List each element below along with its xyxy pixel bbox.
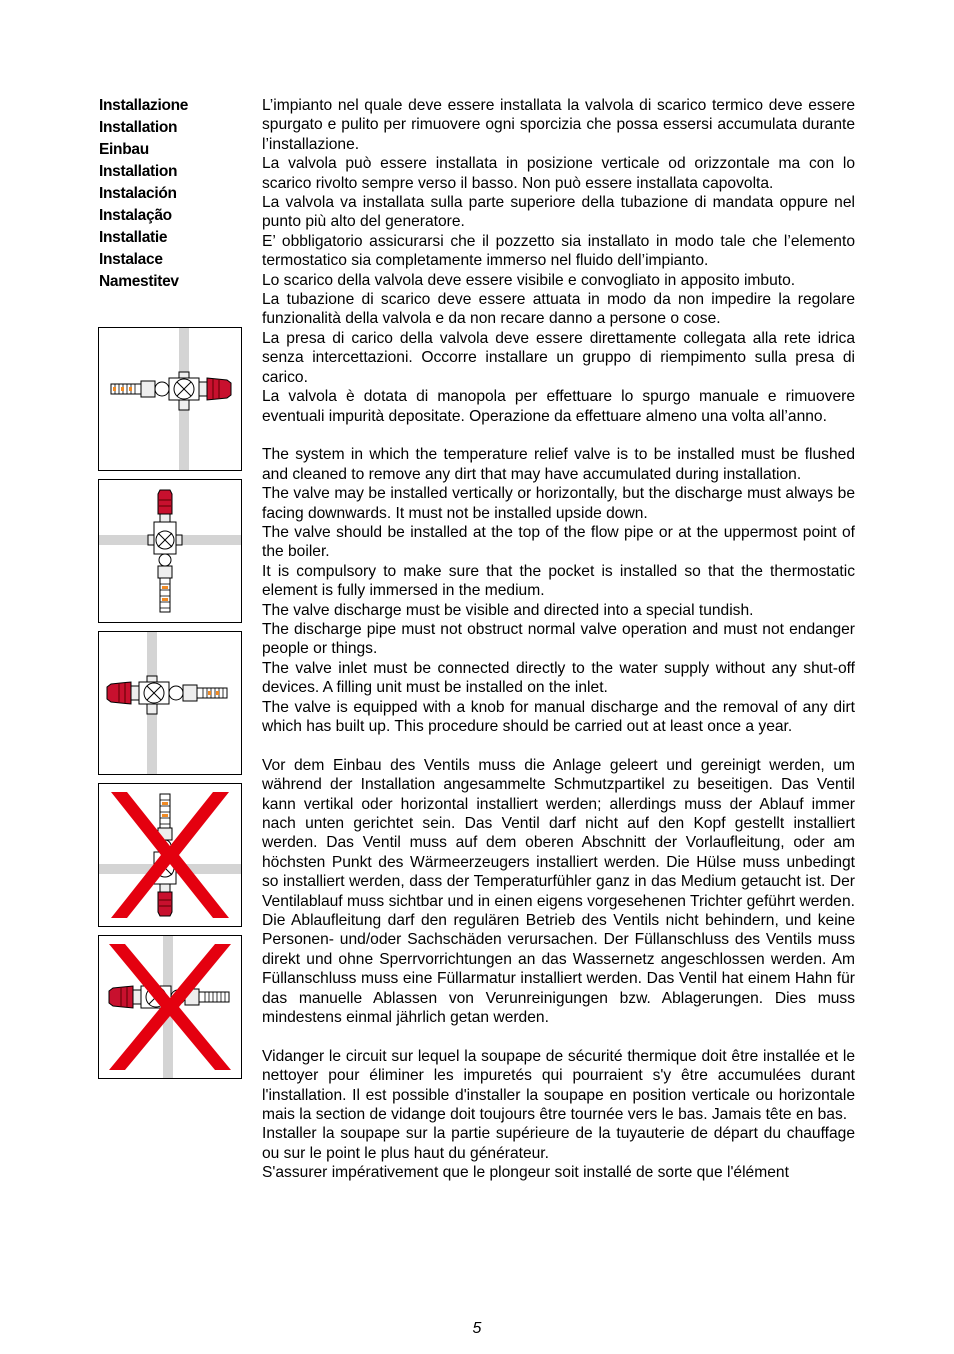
heading-de: Einbau (99, 141, 149, 158)
heading-nl: Installatie (99, 229, 168, 246)
paragraph: The discharge pipe must not obstruct normal valve operation and must not endanger people or things. (262, 620, 855, 658)
headings-list (99, 95, 249, 293)
paragraph: L’impianto nel quale deve essere installata la valvola di scarico termico deve essere spurgato e pulito per rimuovere ogni sporcizia che possa essersi accumulata durante l’installazione. (262, 97, 855, 153)
section-it (262, 96, 855, 426)
paragraph: Vidanger le circuit sur lequel la soupape de sécurité thermique doit être installée et le nettoyer pour éliminer les impuretés qui pourraient s'y être accumulées durant l'installation. Il est possible d'installer la soupape en position verticale ou horizontale mais la section de vidange doit toujours être tournée vers le bas. Jamais tête en bas. (262, 1047, 855, 1124)
heading-cs: Instalace (99, 251, 163, 268)
valve-diagram (99, 328, 241, 470)
valve-icon (107, 676, 227, 714)
heading-es: Instalación (99, 185, 177, 202)
paragraph: S'assurer impérativement que le plongeur soit installé de sorte que l'élément (262, 1164, 789, 1182)
paragraph: La valvola può essere installata in posizione verticale od orizzontale ma con lo scarico rivolto sempre verso il basso. Non può essere installata capovolta. (262, 155, 855, 192)
heading-sl: Namestitev (99, 273, 179, 290)
paragraph: The valve may be installed vertically or horizontally, but the discharge must always be facing downwards. It must not be installed upside down. (262, 485, 855, 522)
section-en (262, 445, 855, 736)
figure-horizontal-knob-left-forbidden (98, 935, 242, 1079)
paragraph: The valve inlet must be connected directly to the water supply without any shut-off devices. A filling unit must be installed on the inlet. (262, 659, 855, 697)
valve-icon (148, 490, 182, 612)
heading-pt: Instalação (99, 207, 172, 224)
paragraph: Lo scarico della valvola deve essere visibile e convogliato in apposito imbuto. (262, 271, 796, 289)
paragraph: E’ obbligatorio assicurarsi che il pozzetto sia installato in modo tale che l’elemento termostatico sia completamente immerso nel fluido dell’impianto. (262, 232, 855, 270)
section-de (262, 756, 855, 1028)
paragraph: La valvola è dotata di manopola per effettuare lo spurgo manuale e rimuovere eventuali impurità depositate. Operazione da effettuare almeno una volta all’anno. (262, 388, 855, 425)
heading-it: Installazione (99, 97, 189, 114)
paragraph: The valve should be installed at the top of the flow pipe or at the uppermost point of the boiler. (262, 523, 855, 561)
valve-diagram (99, 936, 241, 1078)
valve-diagram (99, 632, 241, 774)
paragraph: La valvola va installata sulla parte superiore della tubazione di mandata oppure nel punto più alto del generatore. (262, 194, 855, 231)
paragraph: La tubazione di scarico deve essere attuata in modo da non impedire la regolare funzionalità della valvola e da non recare danno a persone o cose. (262, 291, 855, 328)
valve-icon (111, 372, 231, 410)
paragraph: The valve is equipped with a knob for manual discharge and the removal of any dirt which has built up. This procedure should be carried out at least once a year. (262, 698, 855, 735)
paragraph: Vor dem Einbau des Ventils muss die Anlage geleert und gereinigt werden, um während der Installation angesammelte Schmutzpartikel zu beseitigen. Das Ventil kann vertikal oder horizontal installiert werden; allerdings muss der Ablauf immer nach unten gerichtet sein. Das Ventil darf nicht auf den Kopf gestellt installiert werden. Das Ventil muss auf dem oberen Abschnitt der Vorlaufleitung, oder am höchsten Punkt des Wärmeerzeugers installiert werden. Die Hülse muss unbedingt so installiert werden, dass der Temperaturfühler ganz in das Medium getaucht ist. Der Ventilablauf muss sichtbar und in einen eigens vorgesehenen Trichter geführt werden. Die Ablaufleitung darf den regulären Betrieb des Ventils nicht behindern, und keine Personen- und/oder Sachschäden verursachen. Der Füllanschluss des Ventils muss direkt und ohne Sperrvorrichtungen an das Wassernetz angeschlossen werden. Am Füllanschluss muss eine Füllarmatur installiert werden. Das Ventil hat einem Hahn für das manuelle Ablassen von Verunreinigungen bzw. Ablagerungen. Dies muss mindestens einmal jährlich getan werden. (262, 756, 855, 1027)
figure-horizontal-knob-left (98, 631, 242, 775)
paragraph: The system in which the temperature relief valve is to be installed must be flushed and cleaned to remove any dirt that may have accumulated during installation. (262, 446, 855, 483)
paragraph: La presa di carico della valvola deve essere direttamente collegata alla rete idrica senza intercettazioni. Occorre installare un gruppo di riempimento sulla presa di carico. (262, 329, 855, 386)
page-number: 5 (472, 1320, 482, 1337)
heading-fr: Installation (99, 163, 178, 180)
paragraph: The valve discharge must be visible and directed into a special tundish. (262, 601, 754, 619)
paragraph: Installer la soupape sur la partie supérieure de la tuyauterie de départ du chauffage ou sur le point le plus haut du générateur. (262, 1125, 855, 1162)
figure-vertical-knob-top (98, 479, 242, 623)
figure-vertical-knob-bottom-forbidden (98, 783, 242, 927)
figure-horizontal-knob-right (98, 327, 242, 471)
section-fr (262, 1047, 855, 1183)
paragraph: It is compulsory to make sure that the pocket is installed so that the thermostatic element is fully immersed in the medium. (262, 562, 855, 600)
heading-en: Installation (99, 119, 178, 136)
valve-diagram (99, 784, 241, 926)
instructions-text (262, 96, 855, 1183)
valve-diagram (99, 480, 241, 622)
